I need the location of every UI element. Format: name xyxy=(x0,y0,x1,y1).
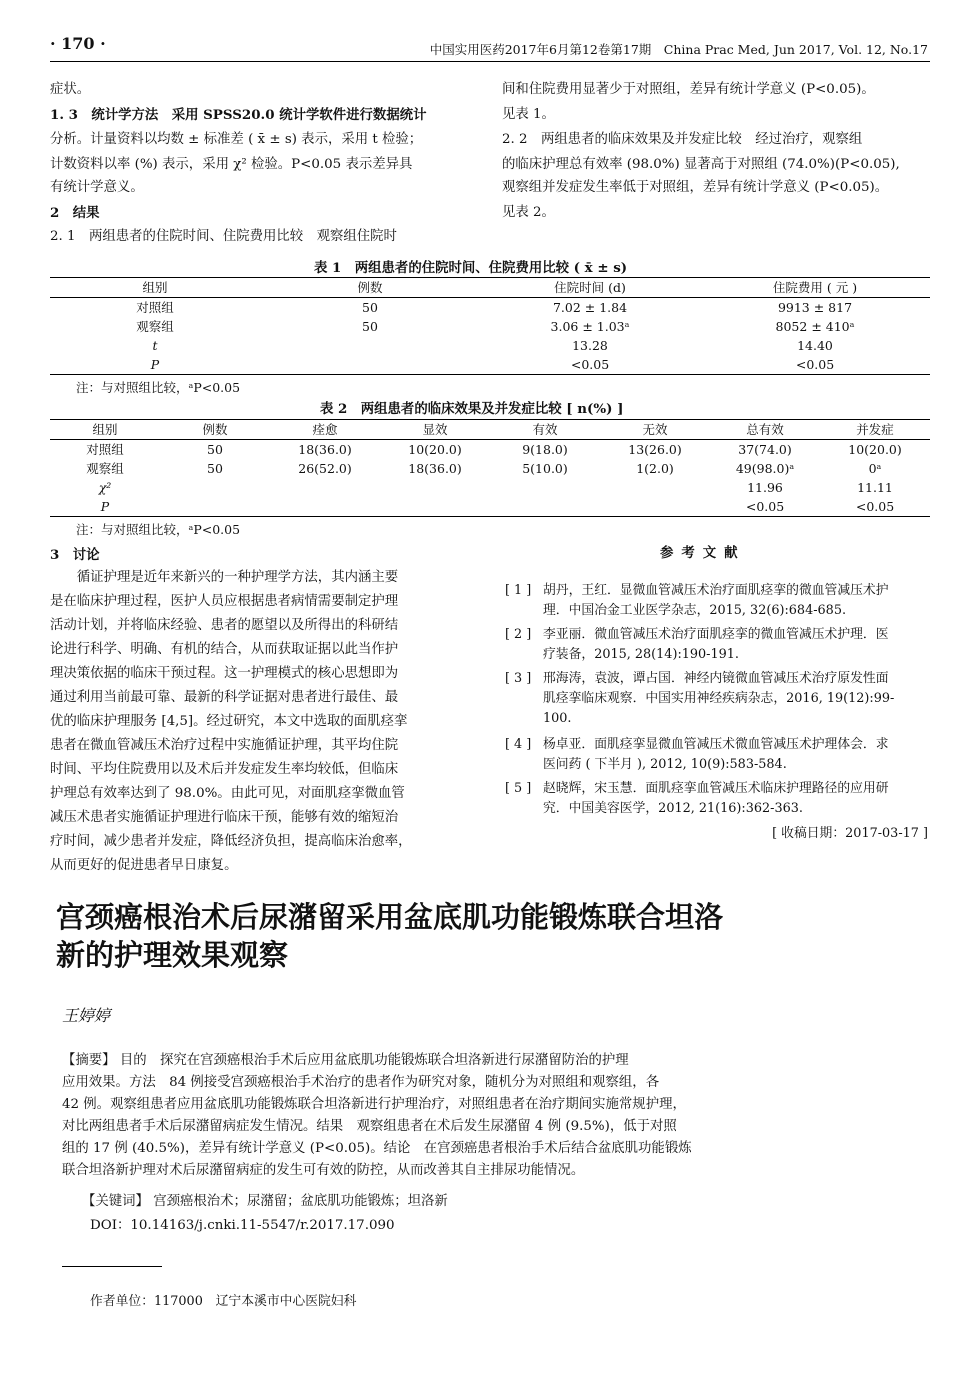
author-name: 王婷婷 xyxy=(62,1006,111,1025)
discussion-line: 是在临床护理过程，医护人员应根据患者病情需要制定护理 xyxy=(50,594,399,609)
received-date: [ 收稿日期：2017-03-17 ] xyxy=(772,826,928,841)
left-text-line: 有统计学意义。 xyxy=(50,180,144,195)
table-cell: 18(36.0) xyxy=(298,442,352,457)
discussion-line: 疗时间，减少患者并发症，降低经济负担，提高临床治愈率， xyxy=(50,834,412,849)
right-text-line: 见表 1。 xyxy=(502,107,555,122)
table1-header-cell: 组别 xyxy=(142,280,168,295)
table-cell: 13(26.0) xyxy=(628,442,682,457)
table-cell: 10(20.0) xyxy=(408,442,462,457)
table-cell xyxy=(270,478,380,497)
table1-header-row xyxy=(50,278,930,298)
table-cell xyxy=(160,497,270,517)
table-cell: 50 xyxy=(362,319,378,334)
table-cell: χ² xyxy=(98,480,112,495)
reference-number: [ 1 ] xyxy=(505,583,532,598)
table-cell: 7.02 ± 1.84 xyxy=(552,300,628,315)
reference-line: 疗装备，2015, 28(14):190-191. xyxy=(543,647,739,662)
table-cell: 10(20.0) xyxy=(848,442,902,457)
left-text-line: 1. 3 统计学方法 采用 SPSS20.0 统计学软件进行数据统计 xyxy=(50,107,427,123)
right-text-line: 见表 2。 xyxy=(502,205,555,220)
table-cell: 9913 ± 817 xyxy=(777,300,853,315)
discussion-line: 减压术患者实施循证护理进行临床干预，能够有效的缩短治 xyxy=(50,810,399,825)
table-cell: <0.05 xyxy=(745,499,785,514)
table2-header-cell: 组别 xyxy=(92,422,118,437)
journal-header: 中国实用医药2017年6月第12卷第17期 China Prac Med, Jun 2017, Vol. 12, No.17 xyxy=(429,42,928,57)
header-rule xyxy=(50,61,930,62)
table-cell: 50 xyxy=(362,300,378,315)
table-cell xyxy=(380,497,490,517)
table-cell: 观察组 xyxy=(136,319,174,334)
table-cell xyxy=(260,355,480,375)
reference-line: 肌痉挛临床观察．中国实用神经疾病杂志，2016, 19(12):99- xyxy=(543,691,895,706)
table-cell: 26(52.0) xyxy=(298,461,352,476)
keywords: 【关键词】 宫颈癌根治术；尿潴留；盆底肌功能锻炼；坦洛新 xyxy=(82,1194,448,1209)
table1-note: 注：与对照组比较，ᵃP<0.05 xyxy=(76,380,241,395)
discussion-line: 活动计划，并将临床经验、患者的愿望以及所得出的科研结 xyxy=(50,618,399,633)
table1-header-cell: 例数 xyxy=(357,280,383,295)
abstract-line: 42 例。观察组患者应用盆底肌功能锻炼联合坦洛新进行护理治疗，对照组患者在治疗期间实施常规护理， xyxy=(62,1097,686,1112)
article-title xyxy=(56,898,816,974)
table-cell xyxy=(490,478,600,497)
article-title-line: 新的护理效果观察 xyxy=(56,938,289,972)
table-cell xyxy=(270,497,380,517)
left-text-line: 分析。计量资料以均数 ± 标准差 ( x̄ ± s) 表示，采用 t 检验； xyxy=(50,132,423,147)
table-cell: <0.05 xyxy=(570,357,610,372)
table-row xyxy=(50,440,930,460)
left-text-line: 计数资料以率 (%) 表示，采用 χ² 检验。P<0.05 表示差异具 xyxy=(50,157,413,172)
table-row xyxy=(50,298,930,318)
discussion-line: 时间、平均住院费用以及术后并发症发生率均较低，但临床 xyxy=(50,762,399,777)
abstract-line: 对比两组患者手术后尿潴留病症发生情况。结果 观察组患者在术后发生尿潴留 4 例 (9.5%)，低于对照 xyxy=(62,1119,677,1134)
reference-line: 李亚丽．微血管减压术治疗面肌痉挛的微血管减压术护理．医 xyxy=(543,627,889,642)
table-cell: 8052 ± 410ᵃ xyxy=(775,319,855,334)
discussion-line: 护理总有效率达到了 98.0%。由此可见，对面肌痉挛微血管 xyxy=(50,786,405,801)
table-cell: 37(74.0) xyxy=(738,442,792,457)
table-row xyxy=(50,336,930,355)
table-row xyxy=(50,497,930,517)
abstract-line: 组的 17 例 (40.5%)，差异有统计学意义 (P<0.05)。结论 在宫颈癌患者根治手术后结合盆底肌功能锻炼 xyxy=(62,1141,692,1156)
table2-header-cell: 总有效 xyxy=(746,422,784,437)
reference-number: [ 4 ] xyxy=(505,737,532,752)
table2-header-cell: 例数 xyxy=(202,422,228,437)
abstract xyxy=(62,1050,862,1182)
reference-number: [ 2 ] xyxy=(505,627,532,642)
left-text-line: 2. 1 两组患者的住院时间、住院费用比较 观察组住院时 xyxy=(50,229,397,244)
table-cell xyxy=(600,478,710,497)
table-cell xyxy=(600,497,710,517)
page-number: · 170 · xyxy=(50,34,106,53)
table-cell: <0.05 xyxy=(855,499,895,514)
reference-line: 理．中国冶金工业医学杂志，2015, 32(6):684-685. xyxy=(543,603,847,618)
table-cell xyxy=(380,478,490,497)
right-text-line: 2. 2 两组患者的临床效果及并发症比较 经过治疗，观察组 xyxy=(502,132,863,147)
discussion-line: 循证护理是近年来新兴的一种护理学方法，其内涵主要 xyxy=(50,570,399,585)
table2-header-cell: 并发症 xyxy=(856,422,894,437)
article-title-line: 宫颈癌根治术后尿潴留采用盆底肌功能锻炼联合坦洛 xyxy=(56,900,724,934)
table-cell: 50 xyxy=(207,461,223,476)
table2 xyxy=(50,419,930,517)
reference-number: [ 3 ] xyxy=(505,671,532,686)
table-cell: 3.06 ± 1.03ᵃ xyxy=(550,319,630,334)
reference-line: 胡丹，王红．显微血管减压术治疗面肌痉挛的微血管减压术护 xyxy=(543,583,889,598)
right-text-line: 间和住院费用显著少于对照组，差异有统计学意义 (P<0.05)。 xyxy=(502,82,875,97)
table-row xyxy=(50,317,930,336)
table2-header-cell: 无效 xyxy=(642,422,668,437)
table-cell: P xyxy=(150,357,160,372)
reference-line: 究．中国美容医学，2012, 21(16):362-363. xyxy=(543,801,803,816)
section-heading-results: 2 结果 xyxy=(50,205,100,221)
abstract-line: 联合坦洛新护理对术后尿潴留病症的发生可有效的防控，从而改善其自主排尿功能情况。 xyxy=(62,1163,585,1178)
reference-line: 赵晓辉，宋玉慧．面肌痉挛血管减压术临床护理路径的应用研 xyxy=(543,781,889,796)
discussion-line: 从而更好的促进患者早日康复。 xyxy=(50,858,238,873)
table-cell xyxy=(160,478,270,497)
table1-header-cell: 住院费用 ( 元 ) xyxy=(772,280,858,295)
author-affiliation: 作者单位：117000 辽宁本溪市中心医院妇科 xyxy=(90,1294,357,1309)
reference-line: 杨卓亚．面肌痉挛显微血管减压术微血管减压术护理体会．求 xyxy=(543,737,889,752)
right-text-line: 的临床护理总有效率 (98.0%) 显著高于对照组 (74.0%)(P<0.05), xyxy=(502,157,900,172)
table-cell xyxy=(490,497,600,517)
table-cell: 13.28 xyxy=(572,338,608,353)
table1-title: 表 1 两组患者的住院时间、住院费用比较 ( x̄ ± s) xyxy=(314,260,628,276)
table-cell: 18(36.0) xyxy=(408,461,462,476)
table-cell: 50 xyxy=(207,442,223,457)
reference-line: 邢海涛，袁波，谭占国．神经内镜微血管减压术治疗原发性面 xyxy=(543,671,889,686)
section-heading-discussion: 3 讨论 xyxy=(50,547,100,563)
table-cell xyxy=(260,336,480,355)
table-row xyxy=(50,459,930,478)
table-cell: 14.40 xyxy=(797,338,833,353)
discussion-line: 优的临床护理服务 [4,5]。经过研究，本文中选取的面肌痉挛 xyxy=(50,714,408,729)
table-cell: <0.05 xyxy=(795,357,835,372)
table-cell: P xyxy=(100,499,110,514)
table-row xyxy=(50,355,930,375)
table-cell: 0ᵃ xyxy=(868,461,882,476)
table-row xyxy=(50,478,930,497)
references-title: 参考文献 xyxy=(660,545,746,561)
footnote-rule xyxy=(62,1266,162,1267)
table2-header-cell: 痊愈 xyxy=(312,422,338,437)
table-cell: 观察组 xyxy=(86,461,124,476)
reference-number: [ 5 ] xyxy=(505,781,532,796)
table-cell: 对照组 xyxy=(136,300,174,315)
table-cell: 11.11 xyxy=(857,480,893,495)
doi: DOI：10.14163/j.cnki.11-5547/r.2017.17.090 xyxy=(90,1218,395,1233)
table2-header-cell: 有效 xyxy=(532,422,558,437)
table-cell: 11.96 xyxy=(747,480,783,495)
discussion-line: 患者在微血管减压术治疗过程中实施循证护理，其平均住院 xyxy=(50,738,399,753)
left-text-line: 症状。 xyxy=(50,82,91,97)
table-cell: 9(18.0) xyxy=(522,442,568,457)
reference-line: 100. xyxy=(543,711,572,726)
table2-header-cell: 显效 xyxy=(422,422,448,437)
table-cell: 对照组 xyxy=(86,442,124,457)
abstract-line: 应用效果。方法 84 例接受宫颈癌根治手术治疗的患者作为研究对象，随机分为对照组和观察组，各 xyxy=(62,1075,660,1090)
table2-title: 表 2 两组患者的临床效果及并发症比较 [ n(%) ] xyxy=(320,401,624,417)
table1-header-cell: 住院时间 (d) xyxy=(554,280,626,295)
table-cell: 1(2.0) xyxy=(636,461,674,476)
table-cell: 5(10.0) xyxy=(522,461,568,476)
discussion-line: 论进行科学、明确、有机的结合，从而获取证据以此当作护 xyxy=(50,642,399,657)
discussion-line: 通过利用当前最可靠、最新的科学证据对患者进行最佳、最 xyxy=(50,690,399,705)
table2-note: 注：与对照组比较，ᵃP<0.05 xyxy=(76,522,241,537)
table2-header-row xyxy=(50,420,930,440)
abstract-line: 【摘要】 目的 探究在宫颈癌根治手术后应用盆底肌功能锻炼联合坦洛新进行尿潴留防治的护理 xyxy=(62,1053,629,1068)
right-text-line: 观察组并发症发生率低于对照组，差异有统计学意义 (P<0.05)。 xyxy=(502,180,889,195)
table-cell: 49(98.0)ᵃ xyxy=(735,461,795,476)
table-cell: t xyxy=(152,338,158,353)
table1 xyxy=(50,277,930,375)
discussion-line: 理决策依据的临床干预过程。这一护理模式的核心思想即为 xyxy=(50,666,399,681)
reference-line: 医问药 ( 下半月 ), 2012, 10(9):583-584. xyxy=(543,757,787,772)
